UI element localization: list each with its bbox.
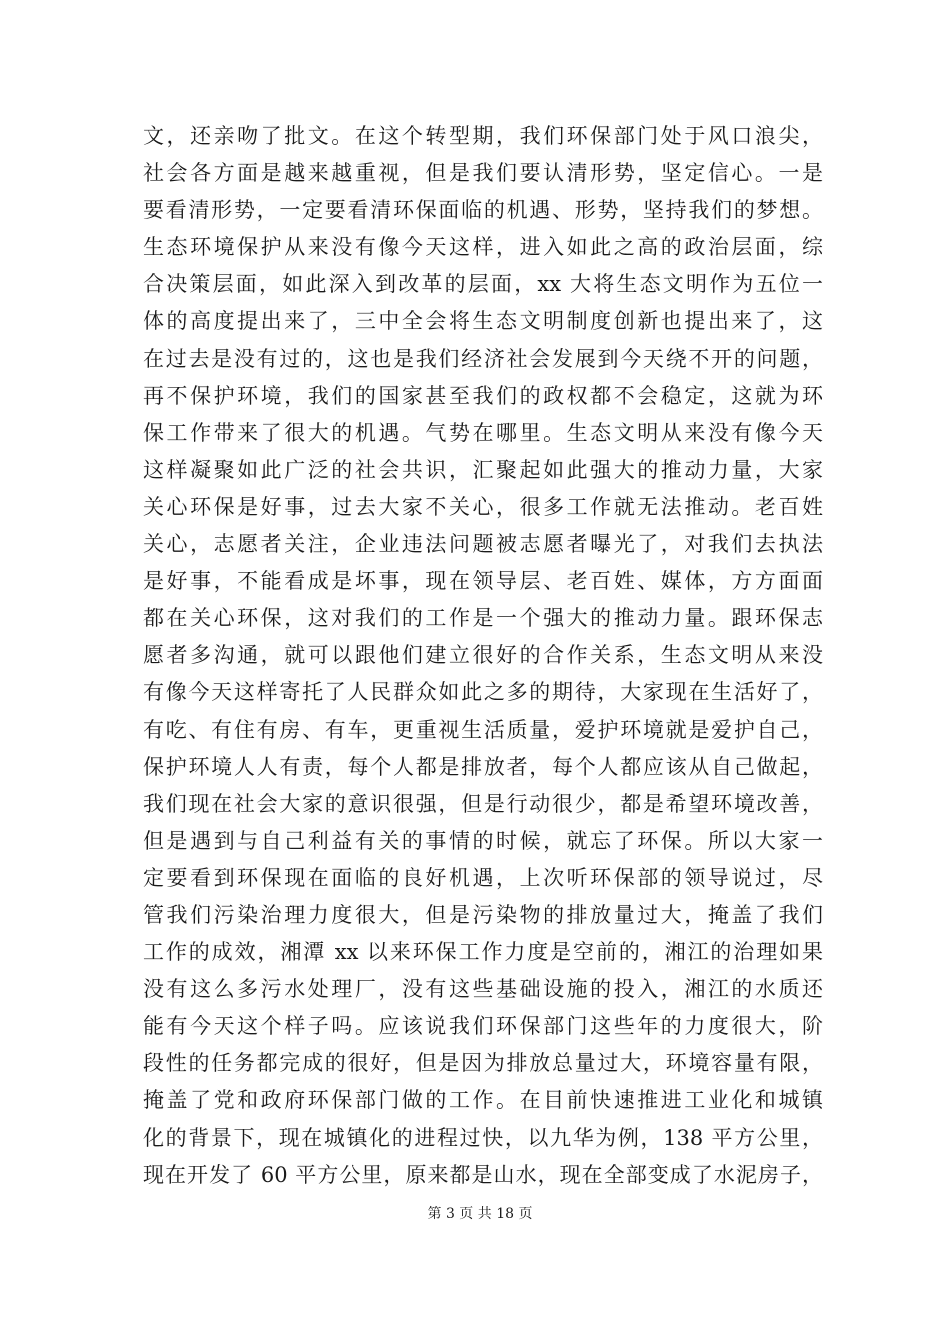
text-line: 社会各方面是越来越重视，但是我们要认清形势，坚定信心。一是 — [143, 161, 823, 186]
text-line: 能有今天这个样子吗。应该说我们环保部门这些年的力度很大，阶 — [143, 1014, 823, 1039]
text-line: 工作的成效，湘潭 xx 以来环保工作力度是空前的，湘江的治理如果 — [143, 940, 823, 965]
text-line: 现在开发了 60 平方公里，原来都是山水，现在全部变成了水泥房子， — [143, 1162, 823, 1187]
text-line: 要看清形势，一定要看清环保面临的机遇、形势，坚持我们的梦想。 — [143, 198, 823, 223]
text-line: 但是遇到与自己利益有关的事情的时候，就忘了环保。所以大家一 — [143, 828, 823, 853]
text-line: 保护环境人人有责，每个人都是排放者，每个人都应该从自己做起， — [143, 754, 823, 779]
text-line: 在过去是没有过的，这也是我们经济社会发展到今天绕不开的问题， — [143, 346, 823, 371]
text-line: 保工作带来了很大的机遇。气势在哪里。生态文明从来没有像今天 — [143, 420, 823, 445]
text-line: 再不保护环境，我们的国家甚至我们的政权都不会稳定，这就为环 — [143, 383, 823, 408]
text-line: 关心，志愿者关注，企业违法问题被志愿者曝光了，对我们去执法 — [143, 532, 823, 557]
text-line: 合决策层面，如此深入到改革的层面，xx 大将生态文明作为五位一 — [143, 272, 823, 297]
text-line: 化的背景下，现在城镇化的进程过快，以九华为例，138 平方公里， — [143, 1125, 823, 1150]
text-line: 体的高度提出来了，三中全会将生态文明制度创新也提出来了，这 — [143, 309, 823, 334]
body-text — [143, 118, 823, 1194]
text-line: 掩盖了党和政府环保部门做的工作。在目前快速推进工业化和城镇 — [143, 1088, 823, 1113]
text-line: 没有这么多污水处理厂，没有这些基础设施的投入，湘江的水质还 — [143, 977, 823, 1002]
text-line: 文，还亲吻了批文。在这个转型期，我们环保部门处于风口浪尖， — [143, 124, 823, 148]
text-line: 愿者多沟通，就可以跟他们建立很好的合作关系，生态文明从来没 — [143, 643, 823, 668]
text-line: 生态环境保护从来没有像今天这样，进入如此之高的政治层面，综 — [143, 235, 823, 260]
text-line: 有像今天这样寄托了人民群众如此之多的期待，大家现在生活好了， — [143, 680, 823, 705]
text-line: 都在关心环保，这对我们的工作是一个强大的推动力量。跟环保志 — [143, 606, 823, 631]
text-line: 有吃、有住有房、有车，更重视生活质量，爱护环境就是爱护自己， — [143, 717, 823, 742]
text-line: 是好事，不能看成是坏事，现在领导层、老百姓、媒体，方方面面 — [143, 569, 823, 594]
page-footer: 第 3 页 共 18 页 — [427, 1206, 533, 1222]
text-line: 定要看到环保现在面临的良好机遇，上次听环保部的领导说过，尽 — [143, 865, 823, 890]
text-line: 关心环保是好事，过去大家不关心，很多工作就无法推动。老百姓 — [143, 494, 823, 519]
text-line: 段性的任务都完成的很好，但是因为排放总量过大，环境容量有限， — [143, 1051, 823, 1076]
text-line: 管我们污染治理力度很大，但是污染物的排放量过大，掩盖了我们 — [143, 902, 823, 927]
text-line: 这样凝聚如此广泛的社会共识，汇聚起如此强大的推动力量，大家 — [143, 457, 823, 482]
text-line: 我们现在社会大家的意识很强，但是行动很少，都是希望环境改善， — [143, 791, 823, 816]
